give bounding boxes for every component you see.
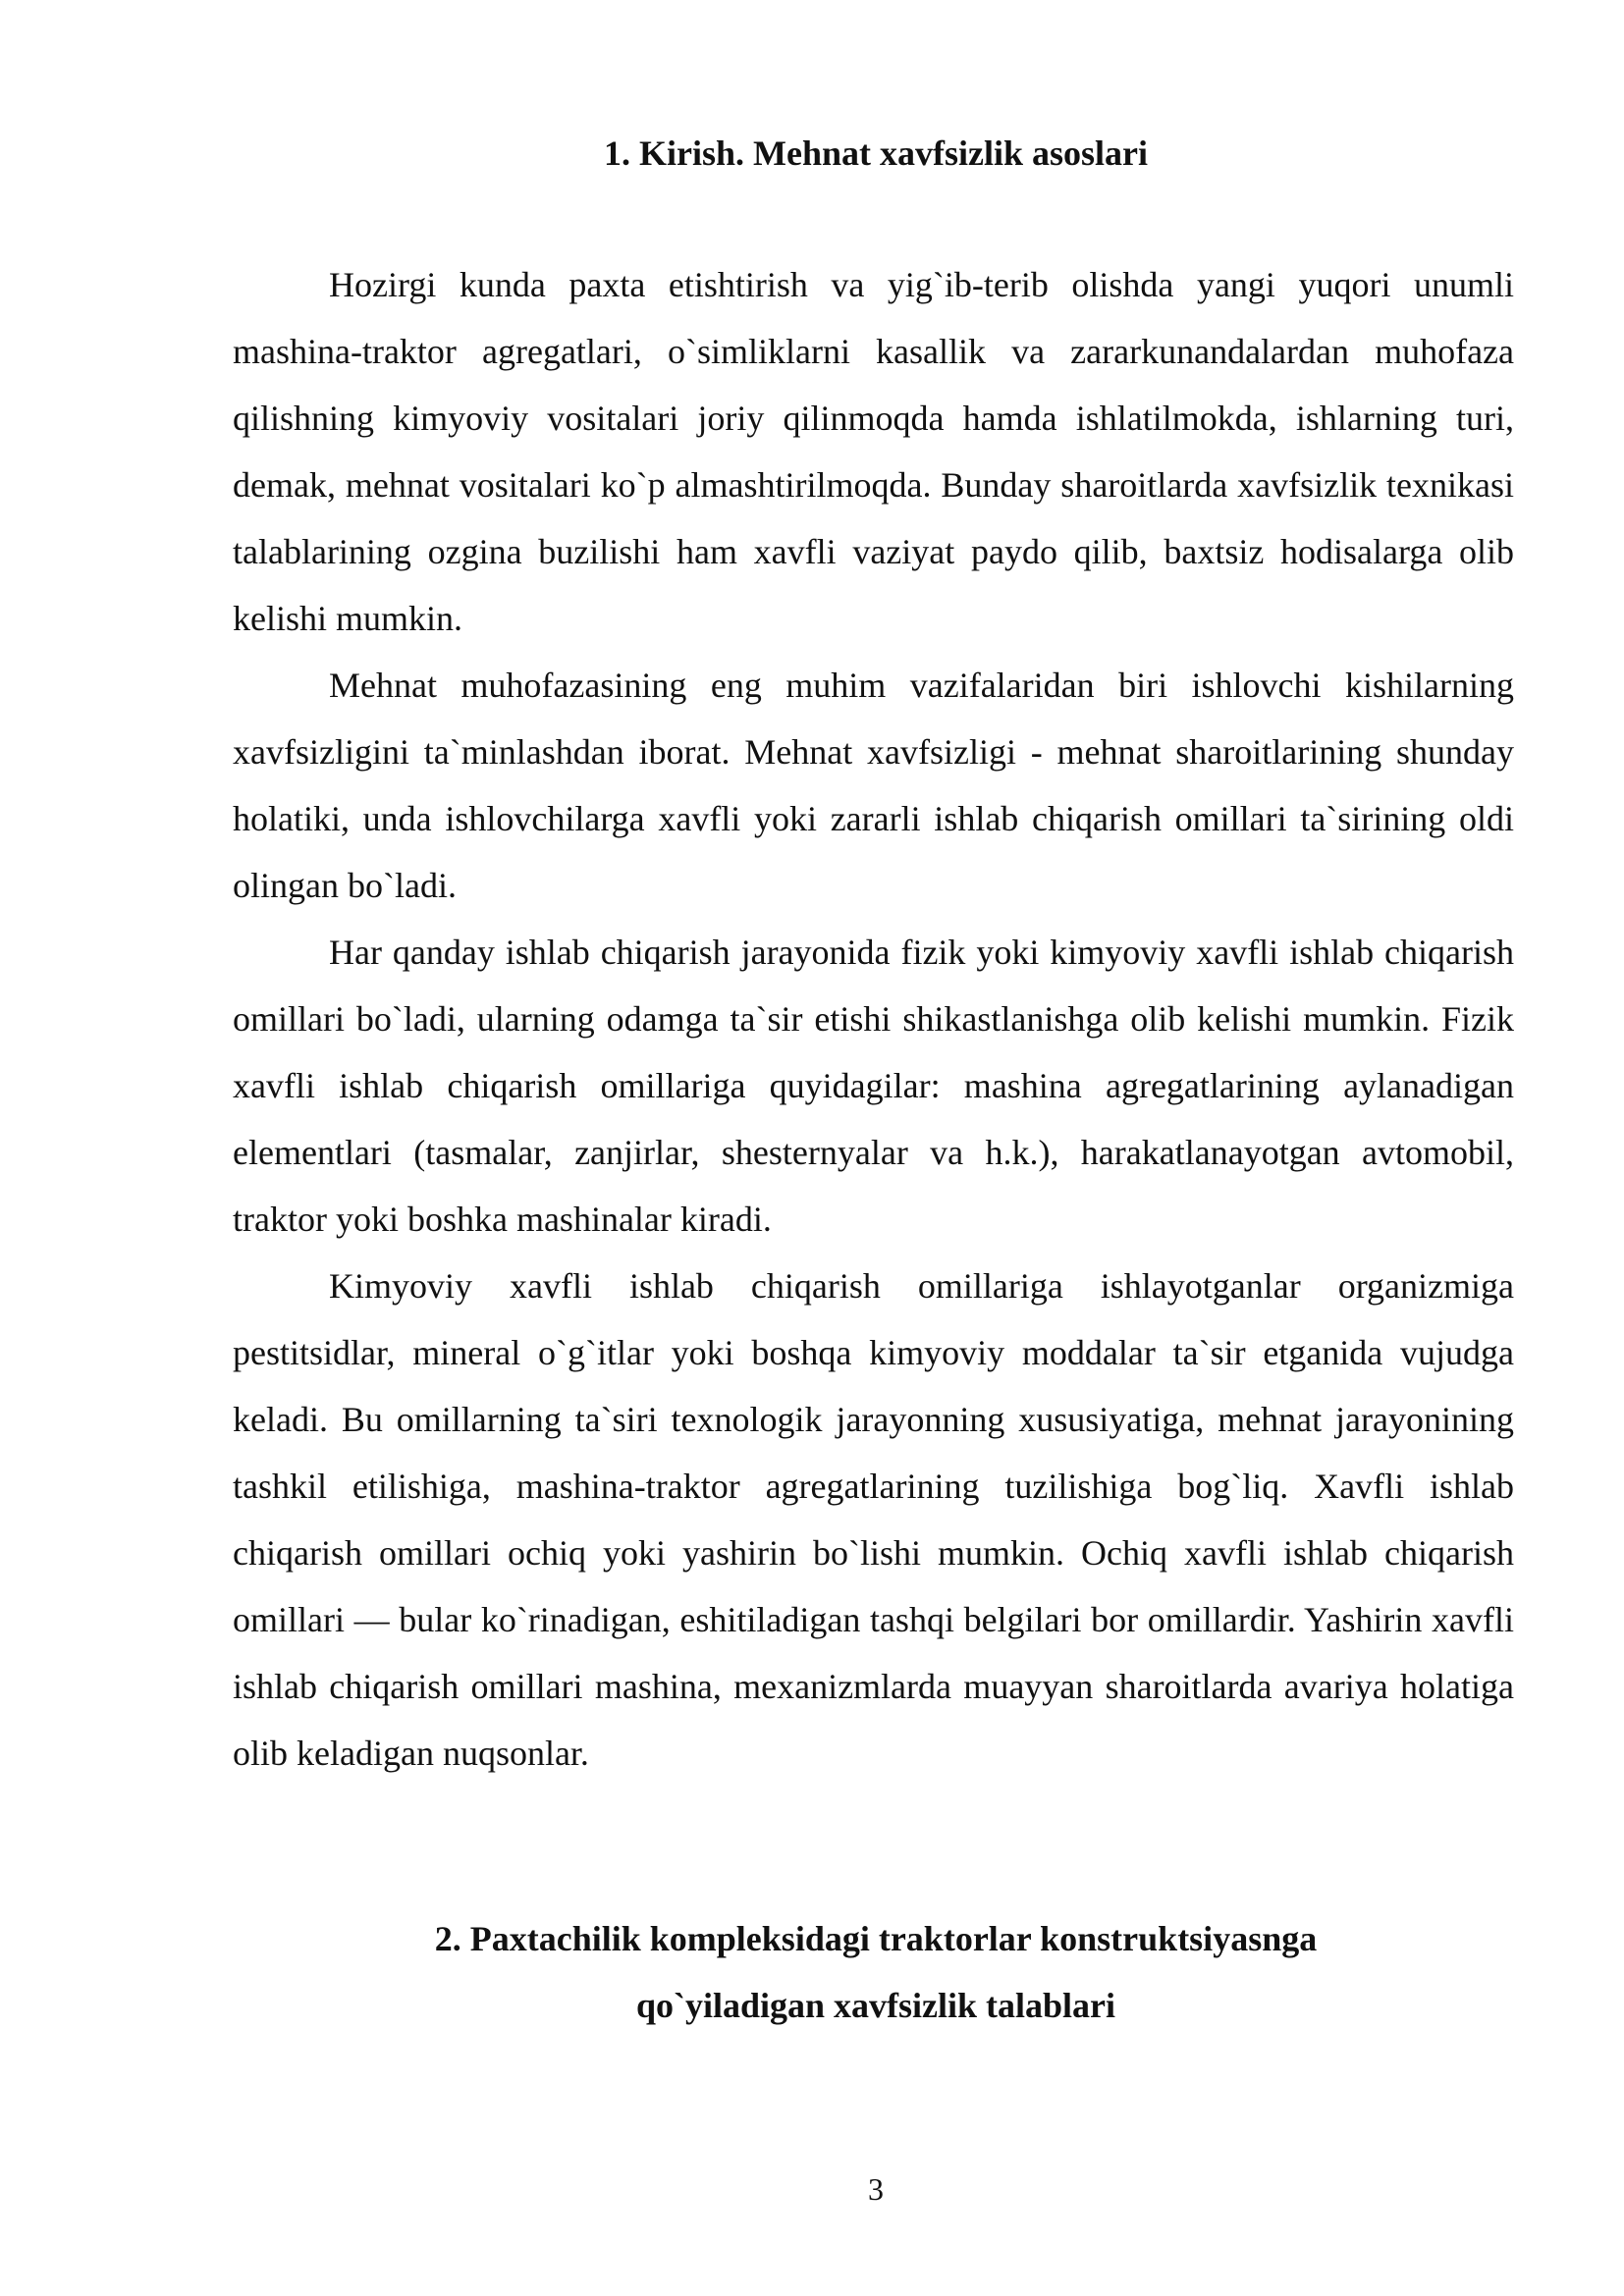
section-2-heading (0, 1905, 1624, 2039)
section-1-heading: 1. Kirish. Mehnat xavfsizlik asoslari (603, 133, 1148, 173)
page-number: 3 (868, 2171, 884, 2207)
section-2-heading-line-1: 2. Paxtachilik kompleksidagi traktorlar konstruktsiyasnga (434, 1919, 1318, 1958)
paragraph-4: Kimyoviy xavfli ishlab chiqarish omillariga ishlayotganlar organizmiga pestitsidlar, mineral o`g`itlar yoki boshqa kimyoviy moddalar ta`sir etganida vujudga keladi. Bu omillarning ta`siri texnologik jarayonning xususiyatiga, mehnat jarayonining tashkil etilishiga, mashina-traktor agregatlarining tuzilishiga bog`liq. Xavfli ishlab chiqarish omillari ochiq yoki yashirin bo`lishi mumkin. Ochiq xavfli ishlab chiqarish omillari — bular ko`rinadigan, eshitiladigan tashqi belgilari bor omillardir. Yashirin xavfli ishlab chiqarish omillari mashina, mexanizmlarda muayyan sharoitlarda avariya holatiga olib keladigan nuqsonlar. (233, 1266, 1514, 1773)
section-1-body (233, 251, 1514, 1787)
paragraph-1: Hozirgi kunda paxta etishtirish va yig`ib-terib olishda yangi yuqori unumli mashina-traktor agregatlari, o`simliklarni kasallik va zararkunandalardan muhofaza qilishning kimyoviy vositalari joriy qilinmoqda hamda ishlatilmokda, ishlarning turi, demak, mehnat vositalari ko`p almashtirilmoqda. Bunday sharoitlarda xavfsizlik texnikasi talablarining ozgina buzilishi ham xavfli vaziyat paydo qilib, baxtsiz hodisalarga olib kelishi mumkin. (233, 265, 1514, 638)
paragraph-2: Mehnat muhofazasining eng muhim vazifalaridan biri ishlovchi kishilarning xavfsizligini ta`minlashdan iborat. Mehnat xavfsizligi - mehnat sharoitlarining shunday holatiki, unda ishlovchilarga xavfli yoki zararli ishlab chiqarish omillari ta`sirining oldi olingan bo`ladi. (233, 666, 1514, 905)
paragraph-3: Har qanday ishlab chiqarish jarayonida fizik yoki kimyoviy xavfli ishlab chiqarish omillari bo`ladi, ularning odamga ta`sir etishi shikastlanishga olib kelishi mumkin. Fizik xavfli ishlab chiqarish omillariga quyidagilar: mashina agregatlarining aylanadigan elementlari (tasmalar, zanjirlar, shesternyalar va h.k.), harakatlanayotgan avtomobil, traktor yoki boshka mashinalar kiradi. (233, 933, 1514, 1239)
section-2-heading-line-2: qo`yiladigan xavfsizlik talablari (635, 1986, 1116, 2025)
